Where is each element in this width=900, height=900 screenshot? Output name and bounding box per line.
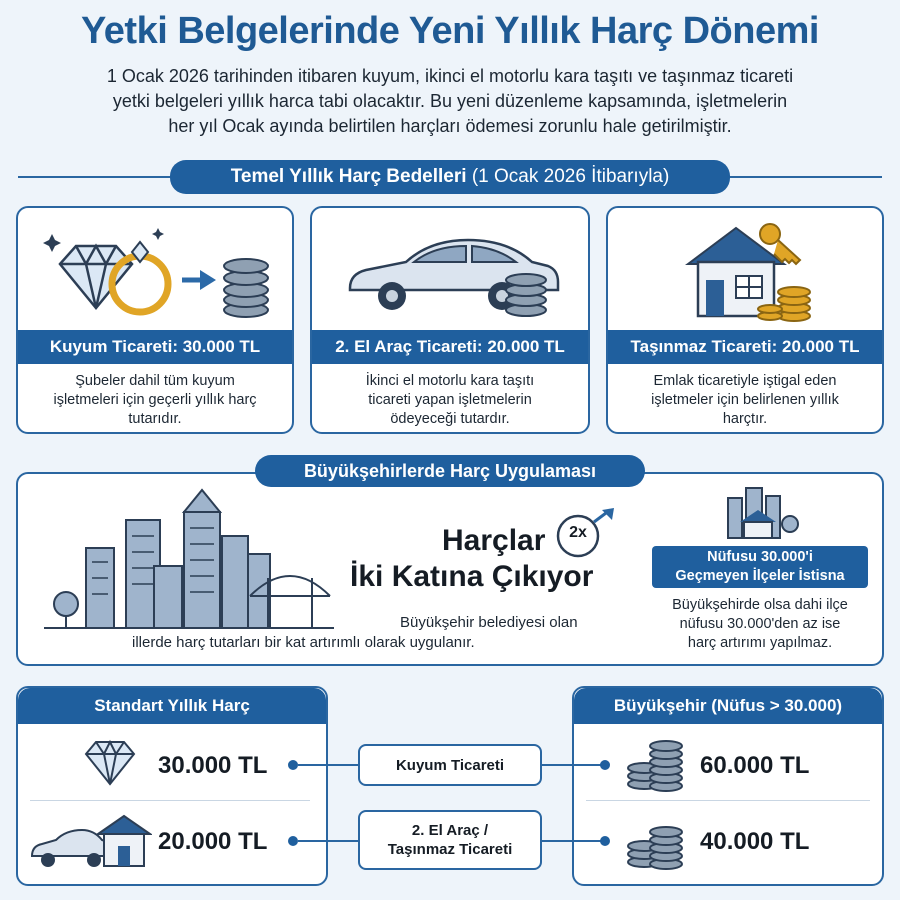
metro-jewelry-amount: 60.000 TL xyxy=(700,752,810,779)
ring-diamond-icon xyxy=(40,222,270,322)
intro-line-1: 1 Ocak 2026 tarihinden itibaren kuyum, ikinci el motorlu kara taşıtı ve taşınmaz ticareti xyxy=(106,66,794,86)
city-skyline-icon xyxy=(36,486,336,632)
jewelry-fee-desc xyxy=(24,372,286,429)
exception-tag xyxy=(652,546,868,588)
diamond-icon xyxy=(80,736,140,788)
metro-fee-column xyxy=(572,686,884,886)
coin-stack-icon xyxy=(622,808,686,872)
row-label-car-property-line-2: Taşınmaz Ticareti xyxy=(387,841,513,858)
district-buildings-icon xyxy=(718,484,802,540)
fees-section-title xyxy=(170,160,730,194)
intro-text xyxy=(40,64,860,139)
exception-tag-line-1: Nüfusu 30.000'i xyxy=(707,549,813,565)
car-icon xyxy=(342,230,562,320)
car-desc-line-2: ticareti yapan işletmelerin xyxy=(368,392,532,408)
car-fee-label: 2. El Araç Ticareti: 20.000 TL xyxy=(312,330,588,364)
connector-dot xyxy=(288,836,298,846)
exception-desc-line-3: harç artırımı yapılmaz. xyxy=(687,635,833,651)
fee-card-property xyxy=(606,206,884,434)
row-label-jewelry-text: Kuyum Ticareti xyxy=(395,756,505,774)
exception-desc-line-2: nüfusu 30.000'den az ise xyxy=(679,616,841,632)
connector-dot xyxy=(600,836,610,846)
fee-card-jewelry xyxy=(16,206,294,434)
metro-desc-line-1: Büyükşehir belediyesi olan xyxy=(400,614,578,631)
fee-card-car xyxy=(310,206,590,434)
fees-title: Temel Yıllık Harç Bedelleri xyxy=(230,166,467,187)
row-label-car-property-line-1: 2. El Araç / xyxy=(411,822,489,839)
multiplier-badge: 2x xyxy=(569,524,587,541)
row-divider xyxy=(30,800,310,801)
property-desc-line-2: işletmeler için belirlenen yıllık xyxy=(651,392,839,408)
connector-dot xyxy=(600,760,610,770)
connector-line xyxy=(542,840,602,842)
metro-headline-1: Harçlar xyxy=(442,524,546,557)
fees-subtitle: (1 Ocak 2026 İtibarıyla) xyxy=(471,166,670,187)
house-key-icon xyxy=(678,218,818,326)
jewelry-desc-line-3: tutarıdır. xyxy=(128,411,182,427)
property-fee-label: Taşınmaz Ticareti: 20.000 TL xyxy=(608,330,882,364)
property-desc-line-1: Emlak ticaretiyle iştigal eden xyxy=(653,373,837,389)
exception-desc-line-1: Büyükşehirde olsa dahi ilçe xyxy=(672,597,848,613)
standard-car-property-amount: 20.000 TL xyxy=(158,828,268,855)
connector-line xyxy=(298,764,358,766)
intro-line-2: yetki belgeleri yıllık harca tabi olacaktır. Bu yeni düzenleme kapsamında, işletmelerin xyxy=(112,91,788,111)
row-label-car-property xyxy=(358,810,542,870)
connector-line xyxy=(298,840,358,842)
jewelry-fee-label: Kuyum Ticareti: 30.000 TL xyxy=(18,330,292,364)
connector-dot xyxy=(288,760,298,770)
metro-section-title: Büyükşehirlerde Harç Uygulaması xyxy=(255,455,645,487)
metro-fee-column-title: Büyükşehir (Nüfus > 30.000) xyxy=(574,688,882,724)
coin-stack-icon xyxy=(622,730,686,794)
metro-car-property-amount: 40.000 TL xyxy=(700,828,810,855)
exception-tag-line-2: Geçmeyen İlçeler İstisna xyxy=(675,568,845,584)
exception-desc xyxy=(648,596,872,653)
connector-line xyxy=(542,764,602,766)
jewelry-desc-line-1: Şubeler dahil tüm kuyum xyxy=(75,373,235,389)
car-desc-line-1: İkinci el motorlu kara taşıtı xyxy=(365,373,535,389)
car-desc-line-3: ödeyeceği tutardır. xyxy=(390,411,510,427)
standard-fee-column-title: Standart Yıllık Harç xyxy=(18,688,326,724)
row-divider xyxy=(586,800,870,801)
metro-desc-line-2: illerde harç tutarları bir kat artırımlı olarak uygulanır. xyxy=(132,634,475,651)
standard-jewelry-amount: 30.000 TL xyxy=(158,752,268,779)
car-house-icon xyxy=(28,812,152,870)
property-fee-desc xyxy=(614,372,876,429)
car-fee-desc xyxy=(318,372,582,429)
intro-line-3: her yıl Ocak ayında belirtilen harçları ödemesi zorunlu hale getirilmiştir. xyxy=(168,116,732,136)
jewelry-desc-line-2: işletmeleri için geçerli yıllık harç xyxy=(53,392,257,408)
metro-headline-2: İki Katına Çıkıyor xyxy=(350,560,594,593)
property-desc-line-3: harçtır. xyxy=(722,411,768,427)
page-title: Yetki Belgelerinde Yeni Yıllık Harç Dönemi xyxy=(81,10,819,52)
row-label-jewelry xyxy=(358,744,542,786)
